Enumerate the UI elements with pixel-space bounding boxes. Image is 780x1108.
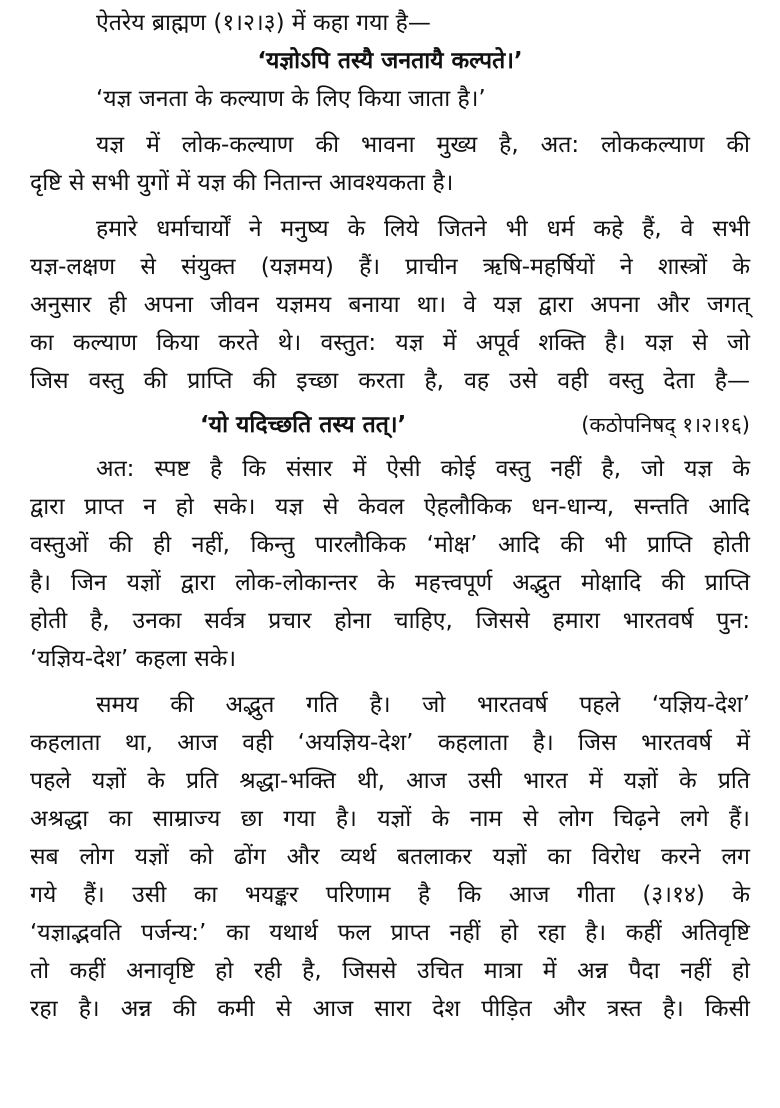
text-line: होती है, उनका सर्वत्र प्रचार होना चाहिए, जिससे हमारा भारतवर्ष पुन: xyxy=(30,608,750,634)
text-line: सब लोग यज्ञों को ढोंग और व्यर्थ बतलाकर यज्ञों का विरोध करने लग xyxy=(30,844,750,870)
text-block-bottom xyxy=(30,450,750,1028)
text-line: ‘यज्ञिय-देश’ कहला सके। xyxy=(30,646,237,672)
text-line: ‘यज्ञ जनता के कल्याण के लिए किया जाता है।’ xyxy=(96,86,486,112)
text-line: दृष्टि से सभी युगों में यज्ञ की नितान्त आवश्यकता है। xyxy=(30,170,454,196)
text-line: द्वारा प्राप्त न हो सके। यज्ञ से केवल ऐहलौकिक धन-धान्य, सन्तति आदि xyxy=(30,494,750,520)
text-line: रहा है। अन्न की कमी से आज सारा देश पीड़ित और त्रस्त है। किसी xyxy=(30,996,750,1022)
text-block-top xyxy=(30,4,750,400)
text-line: है। जिन यज्ञों द्वारा लोक-लोकान्तर के महत्त्वपूर्ण अद्भुत मोक्षादि की प्राप्ति xyxy=(30,570,750,596)
text-line: अनुसार ही अपना जीवन यज्ञमय बनाया था। वे यज्ञ द्वारा अपना और जगत् xyxy=(30,292,750,318)
text-line: ‘यज्ञाद्भवति पर्जन्य:’ का यथार्थ फल प्राप्त नहीं हो रहा है। कहीं अतिवृष्टि xyxy=(30,920,750,946)
text-line: वस्तुओं की ही नहीं, किन्तु पारलौकिक ‘मोक्ष’ आदि की भी प्राप्ति होती xyxy=(30,532,750,558)
sanskrit-quote: ‘यो यदिच्छति तस्य तत्।’ xyxy=(200,412,407,438)
katha-quote-row xyxy=(30,406,750,444)
text-line: ऐतरेय ब्राह्मण (१।२।३) में कहा गया है— xyxy=(96,10,431,36)
text-line: गये हैं। उसी का भयङ्कर परिणाम है कि आज गीता (३।१४) के xyxy=(30,882,750,908)
text-line: तो कहीं अनावृष्टि हो रही है, जिससे उचित मात्रा में अन्न पैदा नहीं हो xyxy=(30,958,750,984)
text-line: का कल्याण किया करते थे। वस्तुत: यज्ञ में अपूर्व शक्ति है। यज्ञ से जो xyxy=(30,330,750,356)
text-line: यज्ञ में लोक-कल्याण की भावना मुख्य है, अत: लोककल्याण की xyxy=(96,132,750,158)
text-line: अत: स्पष्ट है कि संसार में ऐसी कोई वस्तु नहीं है, जो यज्ञ के xyxy=(96,456,750,482)
text-line: अश्रद्धा का साम्राज्य छा गया है। यज्ञों के नाम से लोग चिढ़ने लगे हैं। xyxy=(30,806,750,832)
text-line: यज्ञ-लक्षण से संयुक्त (यज्ञमय) हैं। प्राचीन ऋषि-महर्षियों ने शास्त्रों के xyxy=(30,254,750,280)
text-line: कहलाता था, आज वही ‘अयज्ञिय-देश’ कहलाता है। जिस भारतवर्ष में xyxy=(30,730,750,756)
text-line: पहले यज्ञों के प्रति श्रद्धा-भक्ति थी, आज उसी भारत में यज्ञों के प्रति xyxy=(30,768,751,794)
text-line: हमारे धर्माचार्यों ने मनुष्य के लिये जितने भी धर्म कहे हैं, वे सभी xyxy=(96,216,750,242)
quote-reference: (कठोपनिषद् १।२।१६) xyxy=(581,413,750,437)
text-line: ‘यज्ञोऽपि तस्यै जनतायै कल्पते।’ xyxy=(257,48,523,74)
text-line: समय की अद्भुत गति है। जो भारतवर्ष पहले ‘यज्ञिय-देश’ xyxy=(96,692,750,718)
text-line: जिस वस्तु की प्राप्ति की इच्छा करता है, वह उसे वही वस्तु देता है— xyxy=(30,368,750,394)
